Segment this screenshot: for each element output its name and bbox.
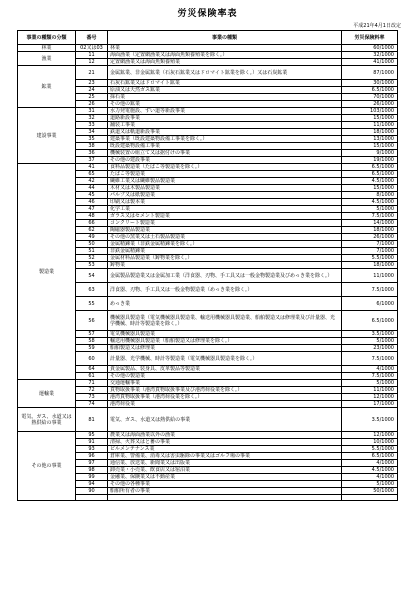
type-cell: 金属材料品製造業（鋳物業を除く。） [108, 255, 342, 262]
type-cell: 金融業、保険業又は不動産業 [108, 474, 342, 481]
number-cell: 32 [76, 115, 108, 122]
number-cell: 11 [76, 52, 108, 59]
number-cell: 81 [76, 408, 108, 432]
rate-cell: 7/1000 [342, 241, 398, 248]
rate-cell: 7.5/1000 [342, 373, 398, 380]
rate-cell: 5.5/1000 [342, 446, 398, 453]
number-cell: 65 [76, 171, 108, 178]
number-cell [76, 495, 108, 501]
rate-cell: 14/1000 [342, 220, 398, 227]
type-cell: 採石業 [108, 94, 342, 101]
number-cell: 73 [76, 394, 108, 401]
rate-cell: 5.5/1000 [342, 255, 398, 262]
type-cell: 道路新設事業 [108, 115, 342, 122]
rate-cell: 4/1000 [342, 366, 398, 373]
rate-cell: 17/1000 [342, 401, 398, 408]
revision-date: 平成21年4月1日改定 [353, 23, 401, 29]
header-type: 事業の種類 [108, 31, 342, 45]
type-cell: 木材又は木製品製造業 [108, 185, 342, 192]
rate-cell: 6.5/1000 [342, 164, 398, 171]
table-row [18, 66, 398, 80]
category-cell: 漁業 [18, 52, 76, 66]
rate-cell: 60/1000 [342, 45, 398, 52]
rate-cell: 103/1000 [342, 108, 398, 115]
rate-cell: 3.5/1000 [342, 408, 398, 432]
rate-cell: 18/1000 [342, 129, 398, 136]
type-cell: 建築事業（既設建築物設備工事業を除く。） [108, 136, 342, 143]
rate-cell: 50/1000 [342, 488, 398, 495]
type-cell: 化学工業 [108, 206, 342, 213]
table-body [18, 45, 398, 501]
number-cell: 41 [76, 164, 108, 171]
rate-cell: 11/1000 [342, 122, 398, 129]
rate-cell: 5/1000 [342, 338, 398, 345]
number-cell: 58 [76, 338, 108, 345]
number-cell: 54 [76, 269, 108, 283]
rate-cell: 11/1000 [342, 269, 398, 283]
rate-cell: 11/1000 [342, 387, 398, 394]
type-cell: 清掃、火葬又はと畜の事業 [108, 439, 342, 446]
type-cell: 機械器具製造業（電気機械器具製造業、輸送用機械器具製造業、船舶製造又は修理業及び計量器、光学機械、時計等製造業を除く。） [108, 311, 342, 331]
rate-cell: 23/1000 [342, 345, 398, 352]
rate-cell: 4.5/1000 [342, 178, 398, 185]
number-cell: 62 [76, 227, 108, 234]
type-cell: 貴金属製品、装身具、皮革製品等製造業 [108, 366, 342, 373]
type-cell: 林業 [108, 45, 342, 52]
rate-cell: 15/1000 [342, 185, 398, 192]
type-cell: その他の窯業又は土石製品製造業 [108, 234, 342, 241]
rate-cell: 6.5/1000 [342, 311, 398, 331]
rate-cell: 4.5/1000 [342, 199, 398, 206]
number-cell: 63 [76, 283, 108, 297]
number-cell: 35 [76, 136, 108, 143]
type-cell: 洋食器、刃物、手工具又は一般金物製造業（めっき業を除く。） [108, 283, 342, 297]
number-cell: 53 [76, 262, 108, 269]
rate-cell [342, 495, 398, 501]
type-cell: 農業又は海面漁業以外の漁業 [108, 432, 342, 439]
number-cell: 47 [76, 206, 108, 213]
number-cell: 71 [76, 380, 108, 387]
table-row [18, 108, 398, 115]
rate-table [17, 30, 398, 501]
type-cell: 非鉄金属精錬業 [108, 248, 342, 255]
type-cell: その他の製造業 [108, 373, 342, 380]
number-cell: 34 [76, 129, 108, 136]
table-row [18, 164, 398, 171]
rate-cell: 4/1000 [342, 474, 398, 481]
number-cell: 48 [76, 213, 108, 220]
rate-cell: 6.5/1000 [342, 87, 398, 94]
number-cell: 61 [76, 373, 108, 380]
rate-cell: 70/1000 [342, 94, 398, 101]
type-cell: 機械装置の組立て又は据付けの事業 [108, 150, 342, 157]
rate-cell: 7/1000 [342, 248, 398, 255]
type-cell: 原油又は天然ガス鉱業 [108, 87, 342, 94]
number-cell: 95 [76, 432, 108, 439]
category-cell: 林業 [18, 45, 76, 52]
number-cell: 99 [76, 474, 108, 481]
type-cell: 通信業、放送業、新聞業又は出版業 [108, 460, 342, 467]
category-cell: 鉱業 [18, 66, 76, 108]
number-cell: 49 [76, 234, 108, 241]
header-rate: 労災保険料率 [342, 31, 398, 45]
rate-cell: 7.5/1000 [342, 352, 398, 366]
type-cell: 輸送用機械器具製造業（船舶製造又は修理業を除く。） [108, 338, 342, 345]
type-cell: 鉄道又は軌道新設事業 [108, 129, 342, 136]
type-cell: その他の鉱業 [108, 101, 342, 108]
number-cell: 02又は03 [76, 45, 108, 52]
number-cell: 55 [76, 297, 108, 311]
number-cell: 31 [76, 108, 108, 115]
number-cell: 52 [76, 255, 108, 262]
number-cell: 66 [76, 220, 108, 227]
number-cell: 93 [76, 446, 108, 453]
table-row [18, 45, 398, 52]
rate-cell: 4/1000 [342, 460, 398, 467]
category-cell: 運輸業 [18, 380, 76, 408]
type-cell: 電気、ガス、水道又は熱供給の事業 [108, 408, 342, 432]
type-cell: 電気機械器具製造業 [108, 331, 342, 338]
page-title: 労災保険率表 [177, 9, 238, 19]
category-cell: その他の事業 [18, 432, 76, 501]
header-category: 事業の種類の分類 [18, 31, 76, 45]
number-cell: 25 [76, 94, 108, 101]
rate-cell: 41/1000 [342, 59, 398, 66]
type-cell: 交通運輸事業 [108, 380, 342, 387]
type-cell: 船舶所有者の事業 [108, 488, 342, 495]
rate-cell: 8/1000 [342, 192, 398, 199]
rate-cell: 5/1000 [342, 380, 398, 387]
type-cell: 陶磁器製品製造業 [108, 227, 342, 234]
number-cell: 90 [76, 488, 108, 495]
number-cell: 56 [76, 311, 108, 331]
type-cell: たばこ等製造業 [108, 171, 342, 178]
rate-cell: 9/1000 [342, 150, 398, 157]
number-cell: 97 [76, 460, 108, 467]
rate-cell: 7.5/1000 [342, 213, 398, 220]
number-cell: 44 [76, 185, 108, 192]
number-cell: 46 [76, 199, 108, 206]
number-cell: 26 [76, 101, 108, 108]
number-cell: 45 [76, 192, 108, 199]
type-cell: 定置網漁業又は海面魚類養殖業 [108, 59, 342, 66]
number-cell: 24 [76, 87, 108, 94]
number-cell: 37 [76, 157, 108, 164]
rate-cell: 32/1000 [342, 52, 398, 59]
type-cell: 港湾荷役業 [108, 401, 342, 408]
rate-cell: 12/1000 [342, 394, 398, 401]
table-row [18, 432, 398, 439]
table-row [18, 52, 398, 59]
number-cell: 74 [76, 401, 108, 408]
type-cell: その他の建設事業 [108, 157, 342, 164]
rate-cell: 26/1000 [342, 234, 398, 241]
type-cell: 港湾貨物取扱事業（港湾荷役業を除く。） [108, 394, 342, 401]
rate-cell: 6/1000 [342, 297, 398, 311]
type-cell: ガラス又はセメント製造業 [108, 213, 342, 220]
type-cell: 石灰石鉱業又はドロマイト鉱業 [108, 80, 342, 87]
rate-cell: 10/1000 [342, 439, 398, 446]
type-cell [108, 495, 342, 501]
number-cell: 42 [76, 178, 108, 185]
category-cell: 製造業 [18, 164, 76, 380]
type-cell: ビルメンテナンス業 [108, 446, 342, 453]
rate-cell: 30/1000 [342, 80, 398, 87]
table-row [18, 380, 398, 387]
header-number: 番号 [76, 31, 108, 45]
number-cell: 12 [76, 59, 108, 66]
number-cell: 64 [76, 366, 108, 373]
type-cell: 貨物取扱事業（港湾貨物取扱事業及び港湾荷役業を除く。） [108, 387, 342, 394]
category-cell: 電気、ガス、水道又は熱供給の事業 [18, 408, 76, 432]
rate-cell: 87/1000 [342, 66, 398, 80]
type-cell: コンクリート製造業 [108, 220, 342, 227]
number-cell: 60 [76, 352, 108, 366]
rate-cell: 12/1000 [342, 432, 398, 439]
type-cell: めっき業 [108, 297, 342, 311]
type-cell: 金属鉱業、非金属鉱業（石灰石鉱業又はドロマイト鉱業を除く。）又は石炭鉱業 [108, 66, 342, 80]
number-cell: 57 [76, 331, 108, 338]
type-cell: 船舶製造又は修理業 [108, 345, 342, 352]
rate-cell: 3.5/1000 [342, 331, 398, 338]
type-cell: 印刷又は製本業 [108, 199, 342, 206]
number-cell: 96 [76, 453, 108, 460]
number-cell: 33 [76, 122, 108, 129]
rate-cell: 7.5/1000 [342, 283, 398, 297]
number-cell: 98 [76, 467, 108, 474]
type-cell: 水力発電施設、ずい道等新設事業 [108, 108, 342, 115]
number-cell: 94 [76, 481, 108, 488]
number-cell: 38 [76, 143, 108, 150]
table-row [18, 408, 398, 432]
number-cell: 91 [76, 439, 108, 446]
number-cell: 23 [76, 80, 108, 87]
type-cell: 食料品製造業（たばこ等製造業を除く。） [108, 164, 342, 171]
category-cell: 建設事業 [18, 108, 76, 164]
rate-cell: 6.5/1000 [342, 453, 398, 460]
type-cell: パルプ又は紙製造業 [108, 192, 342, 199]
number-cell: 59 [76, 345, 108, 352]
type-cell: 倉庫業、警備業、消毒又は害虫駆除の事業又はゴルフ場の事業 [108, 453, 342, 460]
rate-cell: 5/1000 [342, 481, 398, 488]
type-cell: 繊維工業又は繊維製品製造業 [108, 178, 342, 185]
type-cell: 卸売業・小売業、飲食店又は宿泊業 [108, 467, 342, 474]
type-cell: 海面漁業（定置網漁業又は海面魚類養殖業を除く。） [108, 52, 342, 59]
rate-cell: 26/1000 [342, 101, 398, 108]
number-cell: 36 [76, 150, 108, 157]
type-cell: 既設建築物設備工事業 [108, 143, 342, 150]
rate-cell: 5/1000 [342, 206, 398, 213]
rate-cell: 4.5/1000 [342, 467, 398, 474]
rate-cell: 18/1000 [342, 227, 398, 234]
rate-cell: 15/1000 [342, 143, 398, 150]
rate-cell: 19/1000 [342, 157, 398, 164]
rate-cell: 13/1000 [342, 136, 398, 143]
rate-cell: 18/1000 [342, 262, 398, 269]
rate-cell: 15/1000 [342, 115, 398, 122]
number-cell: 50 [76, 241, 108, 248]
rate-cell: 6.5/1000 [342, 171, 398, 178]
number-cell: 72 [76, 387, 108, 394]
type-cell: 金属製品製造業又は金属加工業（洋食器、刃物、手工具又は一般金物製造業及びめっき業を除く。） [108, 269, 342, 283]
type-cell: その他の各種事業 [108, 481, 342, 488]
type-cell: 計量器、光学機械、時計等製造業（電気機械器具製造業を除く。） [108, 352, 342, 366]
number-cell: 51 [76, 248, 108, 255]
number-cell: 21 [76, 66, 108, 80]
type-cell: 鋳物業 [108, 262, 342, 269]
table-header-row [18, 31, 398, 45]
type-cell: 舗装工事業 [108, 122, 342, 129]
type-cell: 金属精錬業（非鉄金属精錬業を除く。） [108, 241, 342, 248]
